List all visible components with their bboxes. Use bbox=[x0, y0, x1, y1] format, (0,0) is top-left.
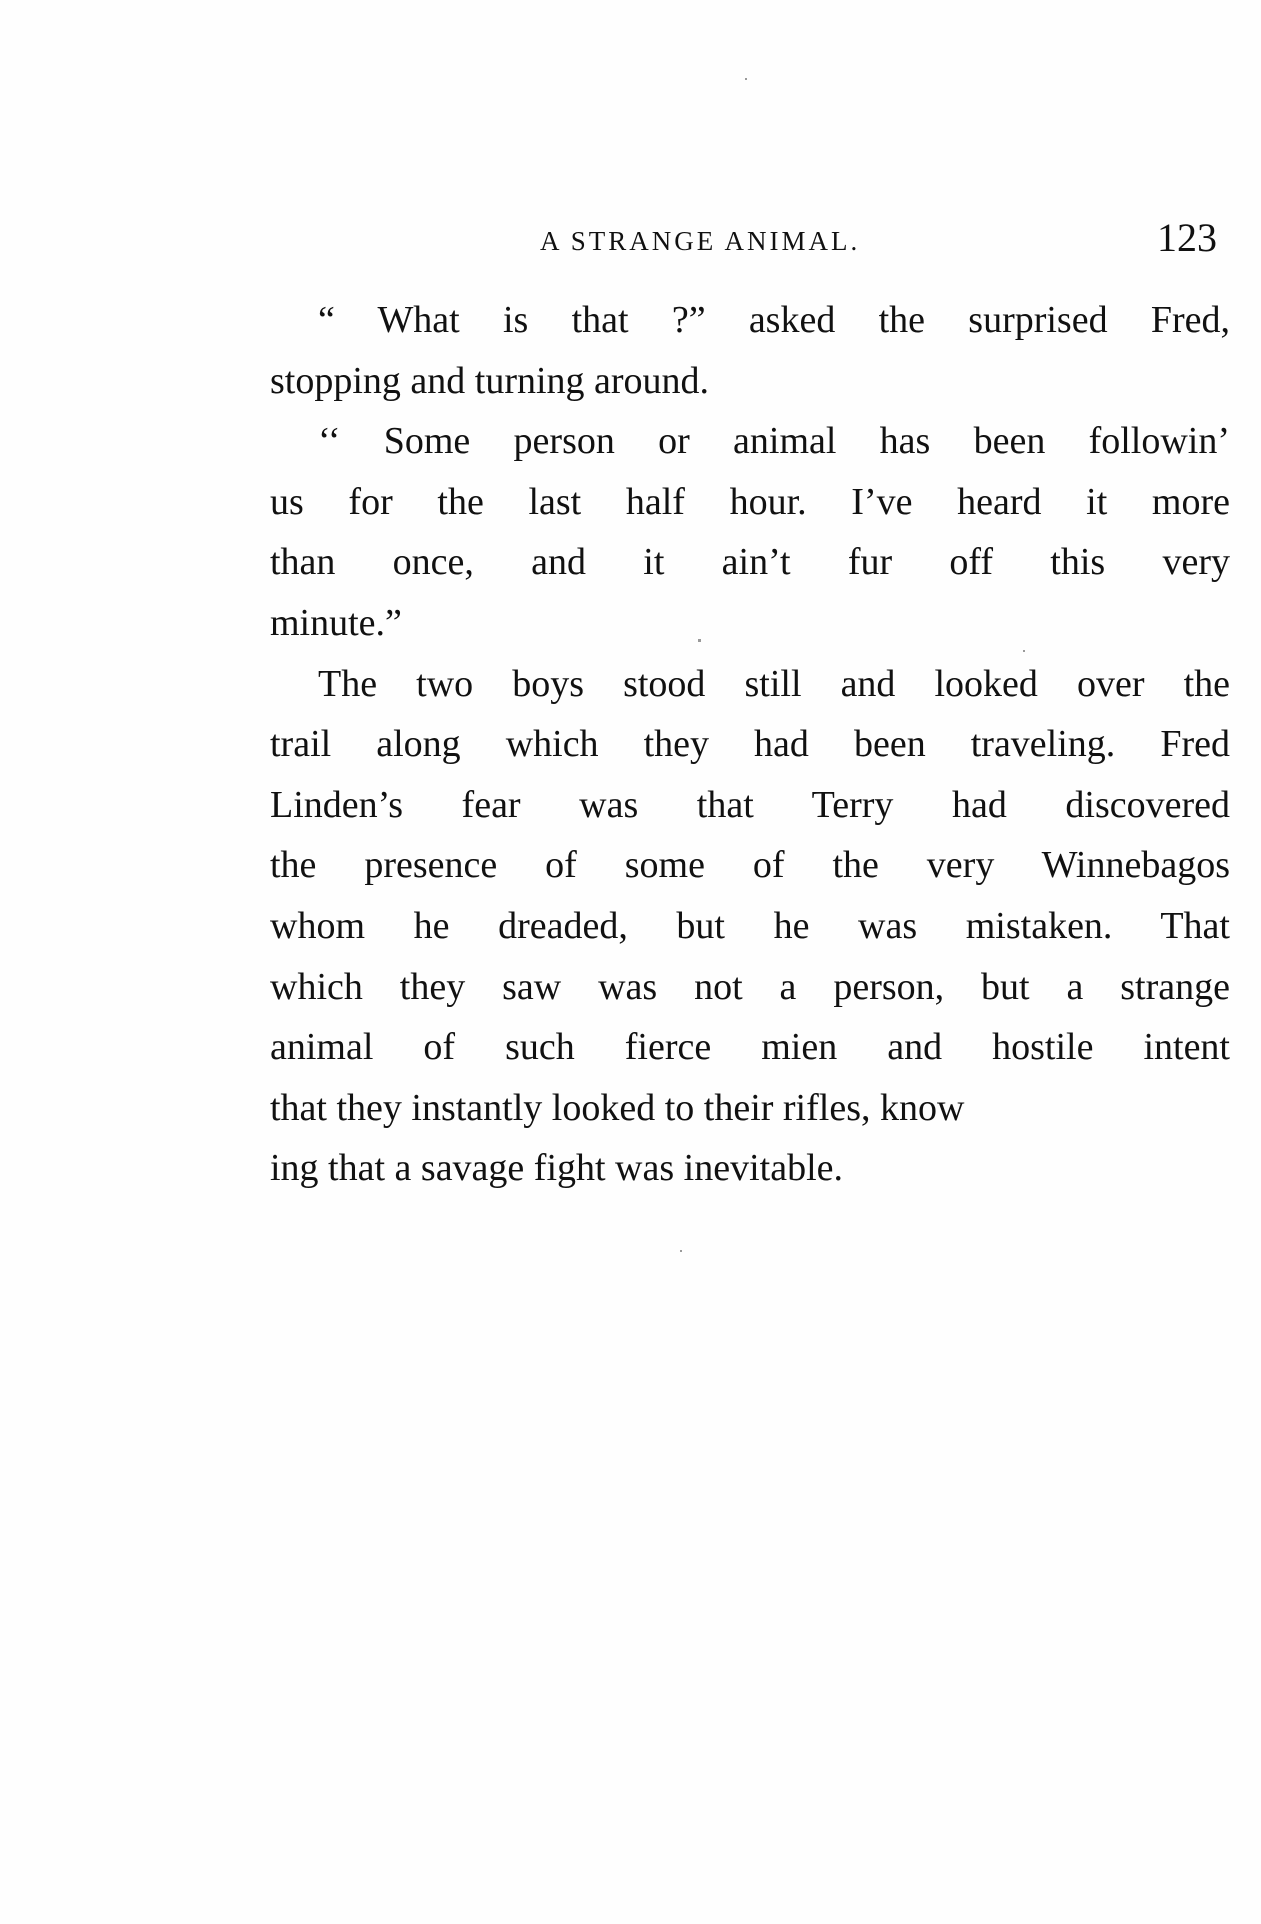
text-line: Linden’s fear was that Terry had discovered bbox=[270, 783, 1230, 826]
body-text bbox=[270, 290, 1230, 1199]
text-line: ‘‘ Some person or animal has been followin’ bbox=[318, 420, 1230, 463]
text-line: trail along which they had been traveling. Fred bbox=[270, 723, 1230, 766]
paragraph bbox=[270, 411, 1230, 653]
text-line: that they instantly looked to their rifles, know bbox=[270, 1086, 965, 1129]
text-line: the presence of some of the very Winnebagos bbox=[270, 844, 1230, 887]
text-line: The two boys stood still and looked over the bbox=[318, 662, 1230, 705]
scan-speck bbox=[698, 639, 701, 642]
running-head bbox=[270, 210, 1225, 260]
text-line: animal of such fierce mien and hostile intent bbox=[270, 1026, 1230, 1069]
scan-speck bbox=[680, 1250, 682, 1252]
running-title: A STRANGE ANIMAL. bbox=[540, 226, 861, 256]
text-line: which they saw was not a person, but a strange bbox=[270, 965, 1230, 1008]
text-line: ing that a savage fight was inevitable. bbox=[270, 1147, 843, 1190]
paragraph bbox=[270, 290, 1230, 411]
page-number: 123 bbox=[1157, 215, 1217, 260]
paragraph bbox=[270, 654, 1230, 1199]
scan-speck bbox=[745, 78, 747, 80]
text-line: stopping and turning around. bbox=[270, 359, 710, 402]
text-line: minute.” bbox=[270, 601, 402, 644]
text-line: than once, and it ain’t fur off this very bbox=[270, 541, 1230, 584]
text-line: us for the last half hour. I’ve heard it more bbox=[270, 480, 1230, 523]
text-line: “ What is that ?” asked the surprised Fred, bbox=[318, 299, 1230, 341]
scan-speck bbox=[1023, 650, 1025, 652]
text-line: whom he dreaded, but he was mistaken. That bbox=[270, 904, 1230, 947]
